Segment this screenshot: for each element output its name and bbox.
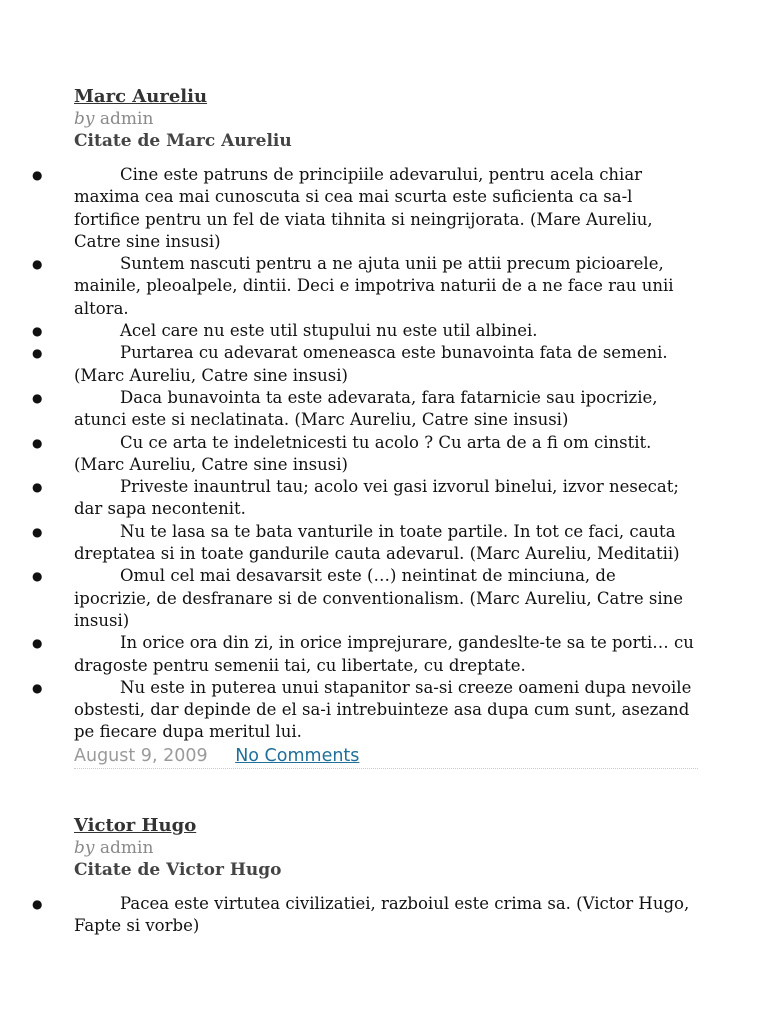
quote-text: Nu este in puterea unui stapanitor sa-si creeze oameni dupa nevoile obstesti, dar depinde de el sa-i intrebuinteze asa dupa cum sunt, asezand pe fiecare dupa meritul lui.: [74, 677, 692, 742]
bullet-icon: ●: [32, 480, 43, 495]
quote-text: Pacea este virtutea civilizatiei, razboiul este crima sa. (Victor Hugo, Fapte si vorbe): [74, 894, 690, 936]
quote-item: [32, 387, 698, 432]
quote-item: [32, 632, 698, 677]
quote-text: Suntem nascuti pentru a ne ajuta unii pe attii precum picioarele, mainile, pleoalpele, dintii. Deci e impotriva naturii de a ne face rau unii altora.: [74, 254, 674, 318]
post-subtitle: Citate de Victor Hugo: [74, 860, 282, 880]
post-marc-aureliu: [32, 86, 698, 769]
quote-text: Priveste inauntrul tau; acolo vei gasi izvorul binelui, izvor nesecat; dar sapa necontenit.: [74, 477, 679, 519]
author-name: admin: [99, 838, 154, 858]
quote-text: Daca bunavointa ta este adevarata, fara fatarnicie sau ipocrizie, atunci este si neclatinata. (Marc Aureliu, Catre sine insusi): [74, 387, 658, 430]
bullet-icon: ●: [32, 168, 43, 182]
post-byline: [74, 108, 698, 130]
quote-text: Omul cel mai desavarsit este (…) neintinat de minciuna, de ipocrizie, de desfranare si de conventionalism. (Marc Aureliu, Catre sine insusi): [74, 566, 684, 630]
quote-text: Purtarea cu adevarat omeneasca este bunavointa fata de semeni. (Marc Aureliu, Catre sine insusi): [74, 343, 668, 385]
quote-item: [32, 677, 698, 744]
bullet-icon: ●: [32, 569, 43, 584]
quote-item: [32, 342, 698, 387]
byline-by-label: by: [74, 838, 95, 858]
post-subtitle: Citate de Marc Aureliu: [74, 131, 292, 151]
quote-text: In orice ora din zi, in orice imprejurare, gandeslte-te sa te porti… cu dragoste pentru semenii tai, cu libertate, cu dreptate.: [74, 633, 694, 675]
post-date: August 9, 2009: [74, 745, 208, 766]
bullet-icon: ●: [32, 324, 43, 339]
quote-text: Cu ce arta te indeletnicesti tu acolo ? Cu arta de a fi om cinstit. (Marc Aureliu, Catre sine insusi): [74, 432, 652, 474]
post-byline: [74, 837, 698, 859]
author-name: admin: [99, 109, 154, 129]
post-title-link[interactable]: Victor Hugo: [74, 815, 197, 836]
quote-item: [32, 320, 698, 342]
quote-item: [32, 476, 698, 521]
quote-item: [32, 565, 698, 632]
bullet-icon: ●: [32, 524, 43, 539]
quote-list: [32, 164, 698, 744]
post-title-link[interactable]: Marc Aureliu: [74, 86, 208, 107]
post-meta: [74, 744, 698, 769]
comments-link[interactable]: No Comments: [235, 745, 360, 766]
quote-item: [32, 432, 698, 477]
bullet-icon: ●: [32, 257, 43, 272]
byline-by-label: by: [74, 109, 95, 129]
quote-list: [32, 893, 698, 938]
bullet-icon: ●: [32, 346, 43, 361]
bullet-icon: ●: [32, 636, 43, 651]
bullet-icon: ●: [32, 435, 43, 450]
quote-text: Cine este patruns de principiile adevarului, pentru acela chiar maxima cea mai cunoscuta si cea mai scurta este suficienta ca sa-l fortifice pentru un fel de viata tihnita si neingrijorata. (Mare Aureliu, Catre sine insusi): [74, 165, 653, 251]
quote-item: [32, 253, 698, 320]
quote-text: Nu te lasa sa te bata vanturile in toate partile. In tot ce faci, cauta dreptatea si in toate gandurile cauta adevarul. (Marc Aureliu, Meditatii): [74, 521, 680, 564]
post-victor-hugo: [32, 815, 698, 938]
quote-text: Acel care nu este util stupului nu este util albinei.: [120, 321, 538, 341]
bullet-icon: ●: [32, 680, 43, 695]
quote-item: [32, 893, 698, 938]
bullet-icon: ●: [32, 897, 43, 911]
quote-item: [32, 521, 698, 566]
quote-item: [32, 164, 698, 253]
bullet-icon: ●: [32, 390, 43, 405]
